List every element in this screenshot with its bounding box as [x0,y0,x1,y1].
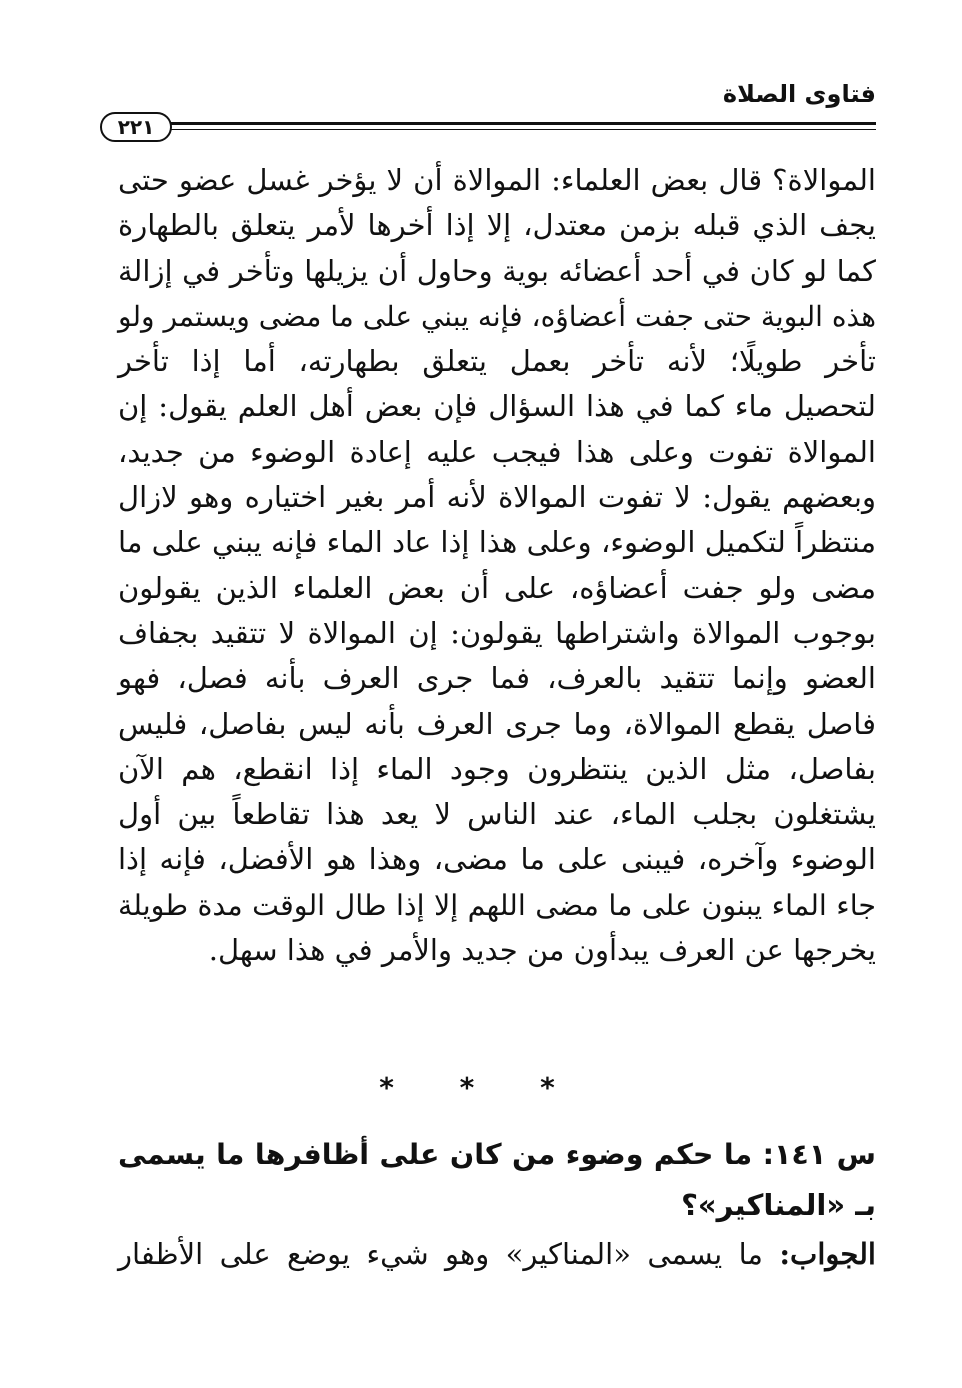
question-line: س ١٤١: ما حكم وضوء من كان على أظافرها ما يسمى [118,1138,877,1171]
body-line: يشتغلون بجلب الماء، عند الناس لا يعد هذا تقاطعاً بين أول [118,797,876,832]
page-header [100,80,876,150]
answer-label: الجواب: [779,1237,876,1271]
body-line: لتحصيل ماء كما في هذا السؤال فإن بعض أهل العلم يقول: إن [118,389,876,424]
header-rule-thick [164,122,876,125]
body-line: تأخر طويلًا؛ لأنه تأخر بعمل يتعلق بطهارته، أما إذا تأخر [118,344,876,379]
question-line: بـ «المناكير»؟ [681,1188,876,1222]
answer-line [118,1232,876,1277]
body-line: الموالاة تفوت وعلى هذا فيجب عليه إعادة الوضوء من جديد، [118,434,876,469]
body-line: بوجوب الموالاة واشتراطها يقولون: إن الموالاة لا تتقيد بجفاف [118,615,876,650]
body-line: هذه البوية حتى جفت أعضاؤه، فإنه يبني على ما مضى ويستمر ولو [118,299,876,333]
page-number-badge [100,112,172,142]
body-line: يخرجها عن العرف يبدأون من جديد والأمر في هذا سهل. [208,933,876,968]
book-title: فتاوى الصلاة [722,80,876,108]
body-line: وبعضهم يقول: لا تفوت الموالاة لأنه أمر بغير اختياره وهو لازال [118,480,876,515]
body-line: الموالاة؟ قال بعض العلماء: الموالاة أن لا يؤخر غسل عضو حتى [118,163,876,197]
body-line: بفاصل، مثل الذين ينتظرون وجود الماء إذا انقطع، هم الآن [118,751,876,786]
body-line: يجف الذي قبله بزمن معتدل، إلا إذا أخرها لأمر يتعلق بالطهارة [118,208,876,243]
body-line: العضو وإنما تتقيد بالعرف، فما جرى العرف بأنه فصل، فهو [118,661,876,696]
header-rule-thin [164,129,876,130]
section-separator: * * * [379,1071,583,1104]
question-block [118,1130,876,1230]
body-line: كما لو كان في أحد أعضائه بوية وحاول أن يزيلها وتأخر في إزالة [118,253,876,288]
answer-text: ما يسمى «المناكير» وهو شيء يوضع على الأظفار [118,1237,780,1271]
body-line: منتظراً لتكميل الوضوء، وعلى هذا إذا عاد الماء فإنه يبني على ما [118,525,876,560]
body-line: مضى ولو جفت أعضاؤه، على أن بعض العلماء الذين يقولون [118,570,876,605]
body-line: فاصل يقطع الموالاة، وما جرى العرف بأنه ليس بفاصل، فليس [118,706,876,741]
page-number: ٢٢١ [117,115,155,139]
body-line: الوضوء وآخره، فيبنى على ما مضى، وهذا هو الأفضل، فإنه إذا [118,842,876,877]
body-line: جاء الماء يبنون على ما مضى اللهم إلا إذا طال الوقت مدة طويلة [118,888,876,922]
body-text [118,158,876,973]
